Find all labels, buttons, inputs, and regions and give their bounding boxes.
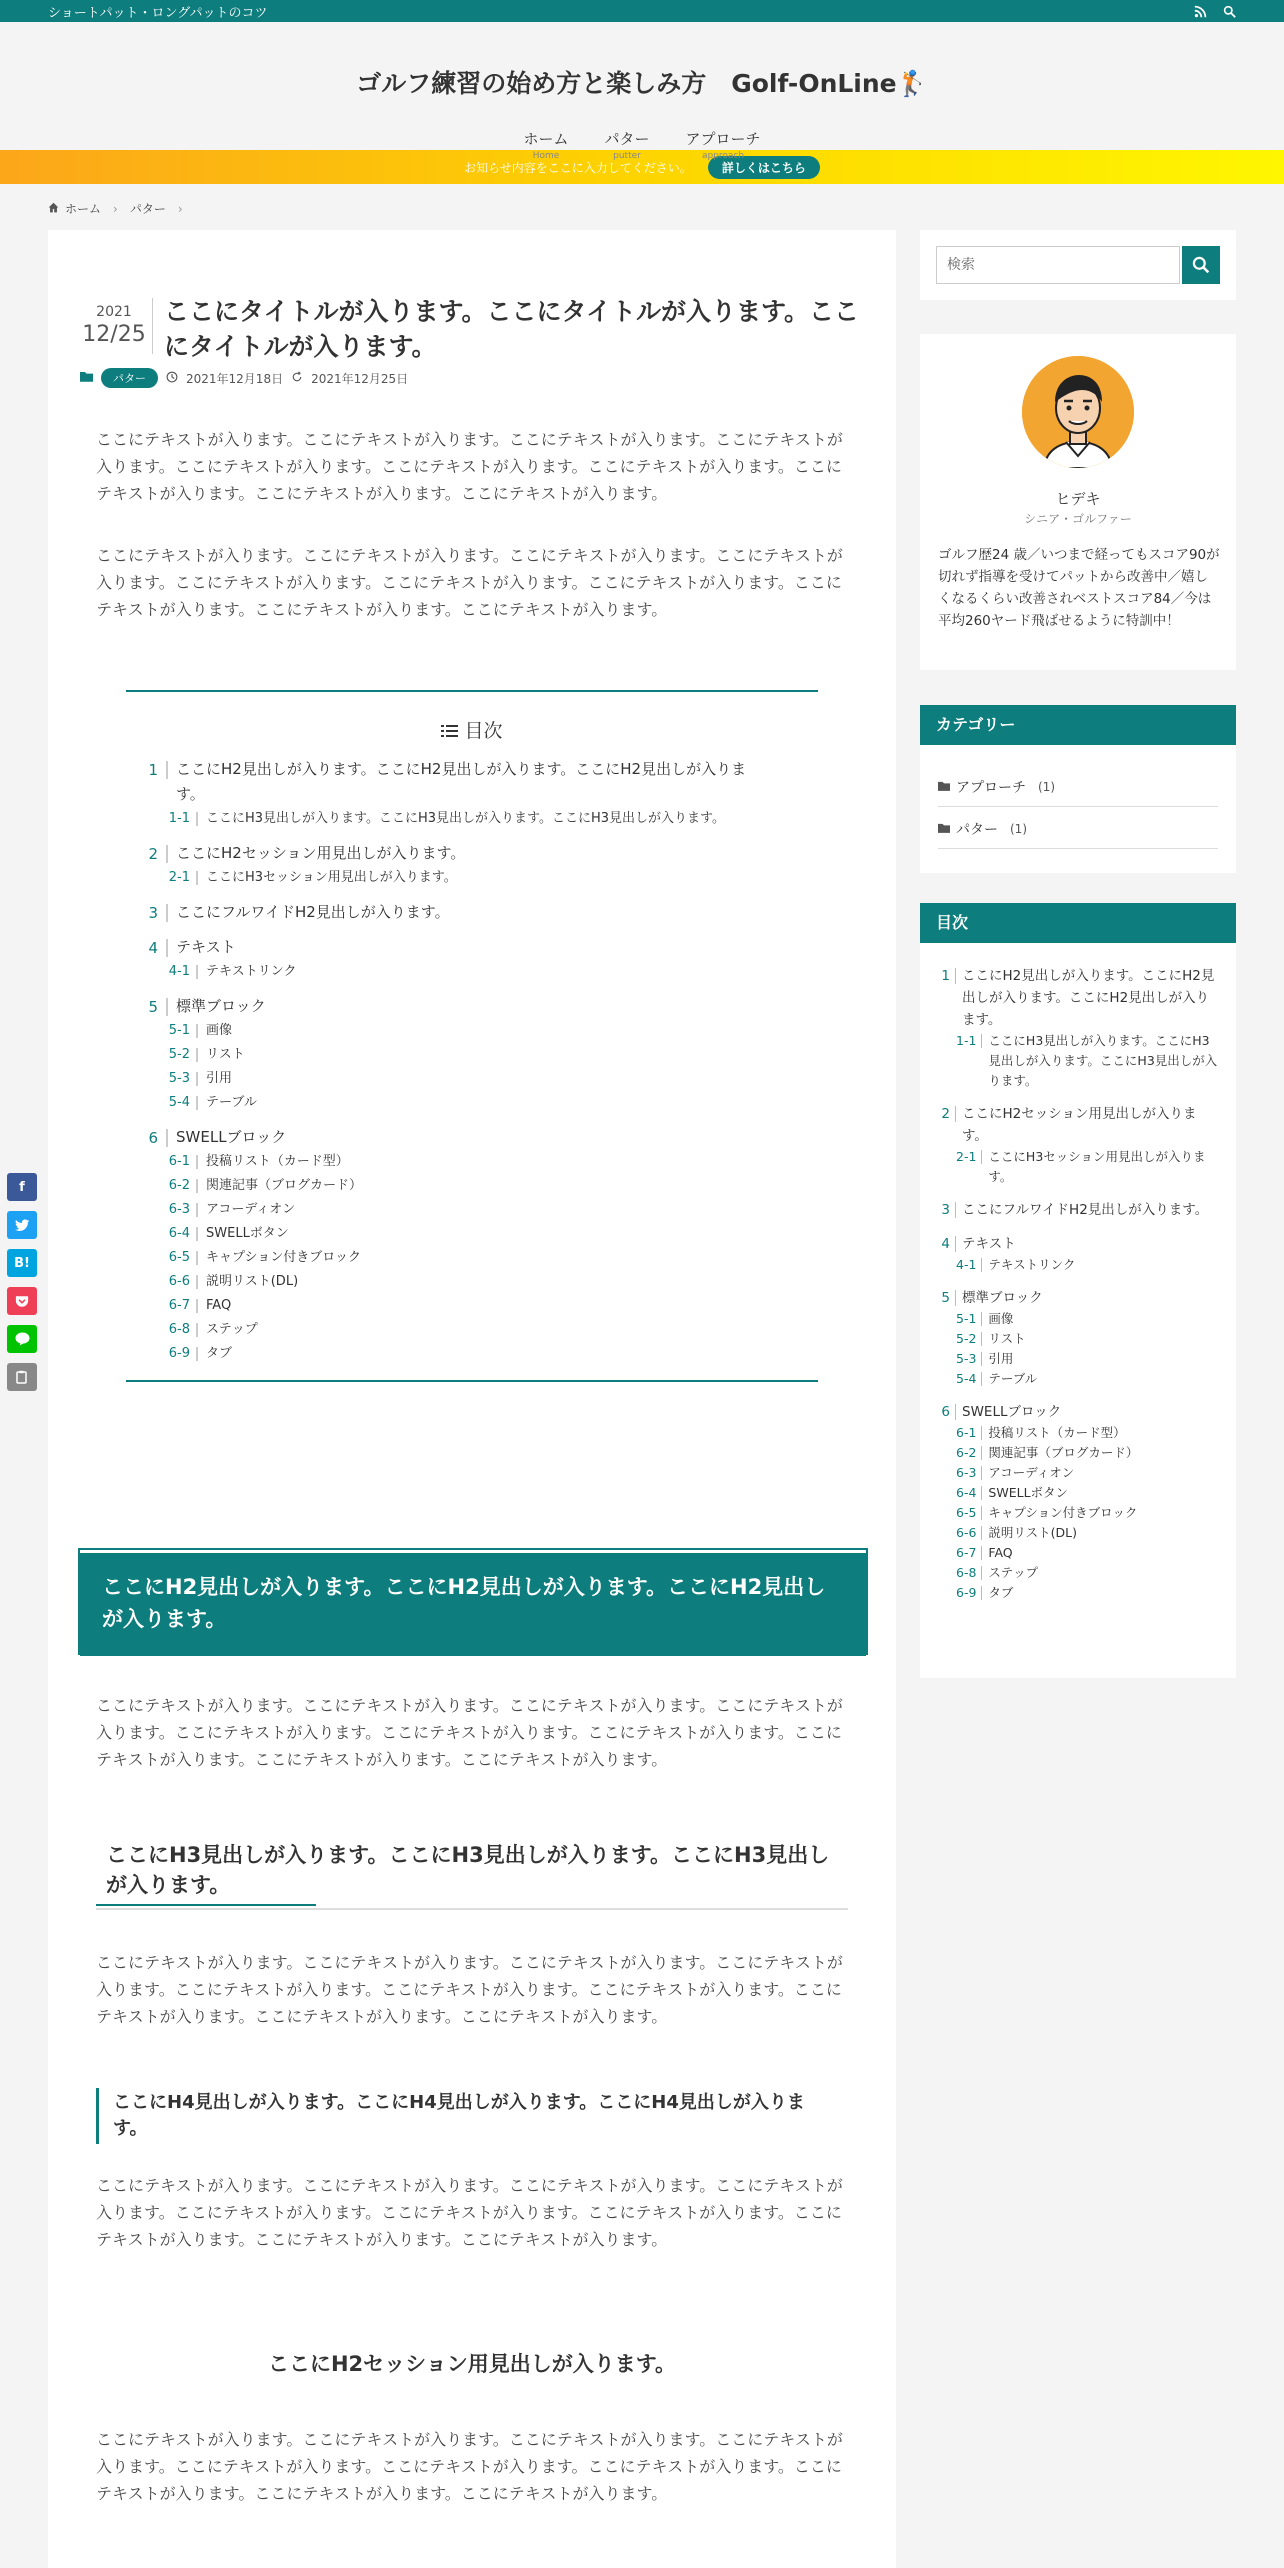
sidebar-toc-subitem[interactable] <box>956 1031 1220 1091</box>
toc-sublabel: ここにH3セッション用見出しが入ります。 <box>988 1149 1206 1184</box>
main-article <box>48 230 896 2568</box>
copy-link-icon[interactable] <box>7 1363 37 1391</box>
category-label: アプローチ <box>956 779 1026 796</box>
toc-sublabel: キャプション付きブロック <box>988 1505 1138 1520</box>
toc-sublabel: SWELLボタン <box>988 1485 1069 1500</box>
toc-number: 1 <box>136 761 168 779</box>
toc-subitem[interactable] <box>148 1342 758 1366</box>
toc-label: テキスト <box>176 938 236 956</box>
sidebar-toc-subitem[interactable] <box>956 1369 1220 1389</box>
category-count: (1) <box>1038 779 1055 794</box>
category-count: (1) <box>1010 821 1027 836</box>
toc-sublabel: 説明リスト(DL) <box>988 1525 1078 1540</box>
toc-number: 2 <box>938 1106 956 1122</box>
breadcrumb <box>48 200 189 217</box>
toc-label: ここにH2見出しが入ります。ここにH2見出しが入ります。ここにH2見出しが入ります。 <box>176 760 747 803</box>
sidebar-toc-item[interactable] <box>938 1287 1220 1309</box>
folder-icon <box>938 821 950 837</box>
share-buttons <box>7 1173 37 1391</box>
toc-sublabel: SWELLボタン <box>206 1226 289 1241</box>
toc-sublabel: 関連記事（ブログカード） <box>206 1178 363 1193</box>
nav-label: ホーム <box>523 130 569 148</box>
profile-role: シニア・ゴルファー <box>1024 512 1132 526</box>
toc-number: 1 <box>938 968 956 984</box>
category-item[interactable] <box>938 809 1218 849</box>
toc-subnumber: 6-2 <box>956 1446 982 1460</box>
toc-subnumber: 5-4 <box>956 1372 982 1386</box>
toc-sublabel: ここにH3見出しが入ります。ここにH3見出しが入ります。ここにH3見出しが入ります。 <box>206 811 726 826</box>
toc-item[interactable] <box>136 1125 758 1150</box>
nav-item-putter[interactable] <box>604 128 649 161</box>
toc-subnumber: 6-4 <box>956 1486 982 1500</box>
sidebar-toc-item[interactable] <box>938 1401 1220 1423</box>
line-share-icon[interactable] <box>7 1325 37 1353</box>
toc-subnumber: 6-8 <box>166 1323 198 1337</box>
toc-item[interactable] <box>136 757 758 807</box>
site-header <box>0 22 1284 161</box>
profile-description: ゴルフ歴24 歳／いつまで経ってもスコア90が切れず指導を受けてパットから改善中／嬉しくなるくらい改善されベストスコア84／今は平均260ヤード飛ばせるように特訓中！ <box>938 547 1220 629</box>
toc-sublabel: 投稿リスト（カード型） <box>988 1425 1126 1440</box>
nav-label: パター <box>604 130 650 148</box>
category-label: パター <box>956 821 998 838</box>
sidebar-toc-subitem[interactable] <box>956 1463 1220 1483</box>
sidebar-toc-subitem[interactable] <box>956 1349 1220 1369</box>
toc-subnumber: 5-4 <box>166 1096 198 1110</box>
toc-subnumber: 5-3 <box>956 1352 982 1366</box>
sidebar-toc-list <box>938 965 1220 1603</box>
toc-sublabel: タブ <box>206 1346 233 1361</box>
post-monthday: 12/25 <box>82 322 146 347</box>
post-year: 2021 <box>96 304 132 320</box>
list-icon <box>441 721 458 743</box>
toc-number: 5 <box>938 1290 956 1306</box>
toc-label: ここにH2セッション用見出しが入ります。 <box>176 844 466 862</box>
nav-sublabel: approach <box>701 151 745 161</box>
nav-label: アプローチ <box>685 130 761 148</box>
site-title[interactable]: ゴルフ練習の始め方と楽しみ方 Golf-OnLine🏌 <box>356 69 928 98</box>
toc-sublabel: アコーディオン <box>988 1465 1075 1480</box>
sidebar-toc-subitem[interactable] <box>956 1583 1220 1603</box>
toc-subnumber: 6-4 <box>166 1227 198 1241</box>
table-of-contents <box>126 690 818 1382</box>
toc-subnumber: 6-5 <box>166 1251 198 1265</box>
categories-widget-title: カテゴリー <box>920 705 1236 745</box>
toc-subnumber: 6-7 <box>956 1546 982 1560</box>
body-paragraph: ここにテキストが入ります。ここにテキストが入ります。ここにテキストが入ります。ここにテキストが入ります。ここにテキストが入ります。ここにテキストが入ります。ここにテキストが入ります。ここにテキストが入ります。ここにテキストが入ります。ここにテキストが入ります。 <box>96 1953 843 2026</box>
toc-subnumber: 5-1 <box>166 1024 198 1038</box>
toc-number: 4 <box>136 939 168 957</box>
toc-sublabel: タブ <box>988 1585 1014 1600</box>
toc-sublabel: テキストリンク <box>206 964 297 979</box>
toc-subitem[interactable] <box>148 1150 758 1174</box>
toc-label: ここにフルワイドH2見出しが入ります。 <box>962 1202 1209 1218</box>
folder-icon <box>80 371 93 385</box>
toc-item[interactable] <box>136 994 758 1019</box>
toc-number: 3 <box>938 1202 956 1218</box>
body-paragraph: ここにテキストが入ります。ここにテキストが入ります。ここにテキストが入ります。ここにテキストが入ります。ここにテキストが入ります。ここにテキストが入ります。ここにテキストが入ります。ここにテキストが入ります。ここにテキストが入ります。ここにテキストが入ります。 <box>96 2430 843 2503</box>
search-widget <box>920 230 1236 300</box>
toc-sublabel: 関連記事（ブログカード） <box>988 1445 1139 1460</box>
sidebar-toc-subitem[interactable] <box>956 1523 1220 1543</box>
published-date: 2021年12月18日 <box>186 371 284 386</box>
toc-label: SWELLブロック <box>176 1128 287 1146</box>
toc-subnumber: 6-7 <box>166 1299 198 1313</box>
clock-icon <box>166 371 178 386</box>
toc-sublabel: テキストリンク <box>988 1257 1076 1272</box>
date-divider <box>152 298 153 354</box>
nav-sublabel: putter <box>613 151 641 161</box>
toc-label: テキスト <box>962 1236 1016 1252</box>
toc-label: ここにH2見出しが入ります。ここにH2見出しが入ります。ここにH2見出しが入ります。 <box>962 968 1215 1028</box>
toc-subnumber: 6-3 <box>956 1466 982 1480</box>
sidebar-toc-item[interactable] <box>938 1233 1220 1255</box>
sidebar-toc-subitem[interactable] <box>956 1543 1220 1563</box>
toc-item[interactable] <box>136 900 758 925</box>
toc-label: 標準ブロック <box>962 1290 1043 1306</box>
top-bar <box>0 0 1284 22</box>
toc-subnumber: 6-1 <box>166 1155 198 1169</box>
sidebar-toc-subitem[interactable] <box>956 1563 1220 1583</box>
toc-subnumber: 4-1 <box>956 1258 982 1272</box>
post-category-badge[interactable]: パター <box>101 368 158 388</box>
profile-name: ヒデキ <box>1055 490 1101 508</box>
search-icon[interactable] <box>1223 5 1236 18</box>
toc-subnumber: 6-2 <box>166 1179 198 1193</box>
toc-number: 5 <box>136 998 168 1016</box>
toc-subitem[interactable] <box>148 1222 758 1246</box>
updated-icon <box>291 371 303 386</box>
breadcrumb-home[interactable]: ホーム <box>65 202 102 216</box>
toc-number: 6 <box>938 1404 956 1420</box>
sidebar-toc-subitem[interactable] <box>956 1443 1220 1463</box>
toc-sublabel: リスト <box>988 1331 1026 1346</box>
toc-number: 6 <box>136 1129 168 1147</box>
site-tagline: ショートパット・ロングパットのコツ <box>48 5 268 21</box>
toc-subnumber: 6-1 <box>956 1426 982 1440</box>
toc-subnumber: 6-8 <box>956 1566 982 1580</box>
global-nav <box>0 128 1284 161</box>
toc-subnumber: 5-3 <box>166 1072 198 1086</box>
toc-item[interactable] <box>136 935 758 960</box>
body-paragraph: ここにテキストが入ります。ここにテキストが入ります。ここにテキストが入ります。ここにテキストが入ります。ここにテキストが入ります。ここにテキストが入ります。ここにテキストが入ります。ここにテキストが入ります。ここにテキストが入ります。ここにテキストが入ります。 <box>96 2176 843 2249</box>
post-meta <box>80 368 408 388</box>
top-bar-icons <box>1194 5 1236 18</box>
toc-sublabel: 説明リスト(DL) <box>206 1274 299 1289</box>
toc-sublabel: テーブル <box>206 1095 257 1110</box>
toc-subnumber: 1-1 <box>166 812 198 826</box>
breadcrumb-category[interactable]: パター <box>129 202 166 216</box>
chevron-right-icon: › <box>177 201 183 216</box>
toc-sublabel: リスト <box>206 1047 245 1062</box>
h3-accent-line <box>96 1904 316 1906</box>
toc-subnumber: 5-2 <box>956 1332 982 1346</box>
hatena-share-icon[interactable]: B! <box>7 1249 37 1277</box>
sidebar-toc-subitem[interactable] <box>956 1423 1220 1443</box>
nav-item-home[interactable] <box>523 128 568 161</box>
toc-sublabel: テーブル <box>988 1371 1038 1386</box>
toc-subitem[interactable] <box>148 1198 758 1222</box>
sidebar-toc-subitem[interactable] <box>956 1329 1220 1349</box>
toc-item[interactable] <box>136 841 758 866</box>
toc-label: ここにフルワイドH2見出しが入ります。 <box>176 903 450 921</box>
sidebar-toc <box>920 943 1236 1678</box>
toc-number: 4 <box>938 1236 956 1252</box>
toc-sublabel: ここにH3セッション用見出しが入ります。 <box>206 870 457 885</box>
toc-sublabel: 投稿リスト（カード型） <box>206 1154 349 1169</box>
post-date <box>80 304 148 347</box>
search-button[interactable] <box>1182 246 1220 284</box>
toc-subitem[interactable] <box>148 1091 758 1115</box>
body-paragraph: ここにテキストが入ります。ここにテキストが入ります。ここにテキストが入ります。ここにテキストが入ります。ここにテキストが入ります。ここにテキストが入ります。ここにテキストが入ります。ここにテキストが入ります。ここにテキストが入ります。ここにテキストが入ります。 <box>96 1696 843 1769</box>
facebook-share-icon[interactable]: f <box>7 1173 37 1201</box>
h4-heading: ここにH4見出しが入ります。ここにH4見出しが入ります。ここにH4見出しが入ります。 <box>96 2088 848 2144</box>
profile-widget <box>920 334 1236 670</box>
toc-number: 3 <box>136 904 168 922</box>
notice-text: お知らせ内容をここに入力してください。 <box>464 160 692 175</box>
toc-sublabel: ステップ <box>988 1565 1039 1580</box>
rss-icon[interactable] <box>1194 5 1207 18</box>
toc-sublabel: アコーディオン <box>206 1202 296 1217</box>
toc-subitem[interactable] <box>148 807 758 831</box>
sidebar-toc-item[interactable] <box>938 965 1220 1031</box>
chevron-right-icon: › <box>113 201 118 216</box>
toc-list <box>126 757 818 1366</box>
toc-number: 2 <box>136 845 168 863</box>
sidebar-toc-subitem[interactable] <box>956 1147 1220 1187</box>
twitter-share-icon[interactable] <box>7 1211 37 1239</box>
toc-subnumber: 4-1 <box>166 965 198 979</box>
search-input[interactable]: 検索 <box>936 246 1180 284</box>
toc-subnumber: 2-1 <box>166 871 198 885</box>
avatar <box>1022 356 1134 468</box>
toc-subitem[interactable] <box>148 1174 758 1198</box>
toc-sublabel: FAQ <box>206 1298 232 1313</box>
toc-subnumber: 6-6 <box>956 1526 982 1540</box>
sidebar-toc-item[interactable] <box>938 1103 1220 1147</box>
folder-icon <box>938 779 950 795</box>
toc-subitem[interactable] <box>148 1067 758 1091</box>
toc-label: 標準ブロック <box>176 997 266 1015</box>
pocket-share-icon[interactable] <box>7 1287 37 1315</box>
toc-subnumber: 6-6 <box>166 1275 198 1289</box>
toc-subitem[interactable] <box>148 866 758 890</box>
toc-sublabel: ここにH3見出しが入ります。ここにH3見出しが入ります。ここにH3見出しが入ります。 <box>988 1033 1218 1088</box>
home-icon <box>48 202 59 216</box>
toc-subnumber: 6-9 <box>166 1347 198 1361</box>
toc-subitem[interactable] <box>148 1019 758 1043</box>
sidebar-toc-subitem[interactable] <box>956 1503 1220 1523</box>
toc-subnumber: 6-5 <box>956 1506 982 1520</box>
toc-subitem[interactable] <box>148 1270 758 1294</box>
toc-subnumber: 5-2 <box>166 1048 198 1062</box>
toc-title-label: 目次 <box>464 720 503 742</box>
toc-sublabel: 引用 <box>206 1071 233 1086</box>
toc-title <box>126 716 818 743</box>
body-paragraph: ここにテキストが入ります。ここにテキストが入ります。ここにテキストが入ります。ここにテキストが入ります。ここにテキストが入ります。ここにテキストが入ります。ここにテキストが入ります。ここにテキストが入ります。ここにテキストが入ります。ここにテキストが入ります。 <box>96 430 843 503</box>
toc-label: SWELLブロック <box>962 1404 1062 1420</box>
nav-sublabel: Home <box>532 151 560 161</box>
sidebar-toc-subitem[interactable] <box>956 1483 1220 1503</box>
toc-sublabel: 引用 <box>988 1351 1014 1366</box>
updated-date: 2021年12月25日 <box>311 371 409 386</box>
post-title: ここにタイトルが入ります。ここにタイトルが入ります。ここにタイトルが入ります。 <box>164 297 860 361</box>
toc-sublabel: FAQ <box>988 1545 1013 1560</box>
toc-subitem[interactable] <box>148 1294 758 1318</box>
body-paragraph: ここにテキストが入ります。ここにテキストが入ります。ここにテキストが入ります。ここにテキストが入ります。ここにテキストが入ります。ここにテキストが入ります。ここにテキストが入ります。ここにテキストが入ります。ここにテキストが入ります。ここにテキストが入ります。 <box>96 546 843 619</box>
h2-heading: ここにH2見出しが入ります。ここにH2見出しが入ります。ここにH2見出しが入ります。 <box>80 1550 866 1653</box>
sidebar-toc-item[interactable] <box>938 1199 1220 1221</box>
toc-subitem[interactable] <box>148 1043 758 1067</box>
notice-details-button[interactable]: 詳しくはこちら <box>708 156 820 179</box>
sidebar-toc-subitem[interactable] <box>956 1309 1220 1329</box>
toc-subitem[interactable] <box>148 1318 758 1342</box>
toc-subitem[interactable] <box>148 1246 758 1270</box>
search-icon <box>1192 256 1210 274</box>
toc-sublabel: 画像 <box>206 1023 233 1038</box>
toc-subnumber: 6-3 <box>166 1203 198 1217</box>
toc-subnumber: 5-1 <box>956 1312 982 1326</box>
h2-section-heading: ここにH2セッション用見出しが入ります。 <box>267 2352 677 2376</box>
toc-subnumber: 1-1 <box>956 1034 982 1048</box>
categories-widget <box>920 745 1236 873</box>
category-item[interactable] <box>938 767 1218 807</box>
h3-heading: ここにH3見出しが入ります。ここにH3見出しが入ります。ここにH3見出しが入ります。 <box>96 1840 848 1910</box>
sidebar-toc-title: 目次 <box>920 903 1236 943</box>
toc-sublabel: ステップ <box>206 1322 258 1337</box>
toc-subnumber: 6-9 <box>956 1586 982 1600</box>
toc-sublabel: キャプション付きブロック <box>206 1250 361 1265</box>
toc-subitem[interactable] <box>148 960 758 984</box>
toc-label: ここにH2セッション用見出しが入ります。 <box>962 1106 1197 1144</box>
toc-subnumber: 2-1 <box>956 1150 982 1164</box>
sidebar-toc-subitem[interactable] <box>956 1255 1220 1275</box>
toc-sublabel: 画像 <box>988 1311 1014 1326</box>
nav-item-approach[interactable] <box>686 128 761 161</box>
